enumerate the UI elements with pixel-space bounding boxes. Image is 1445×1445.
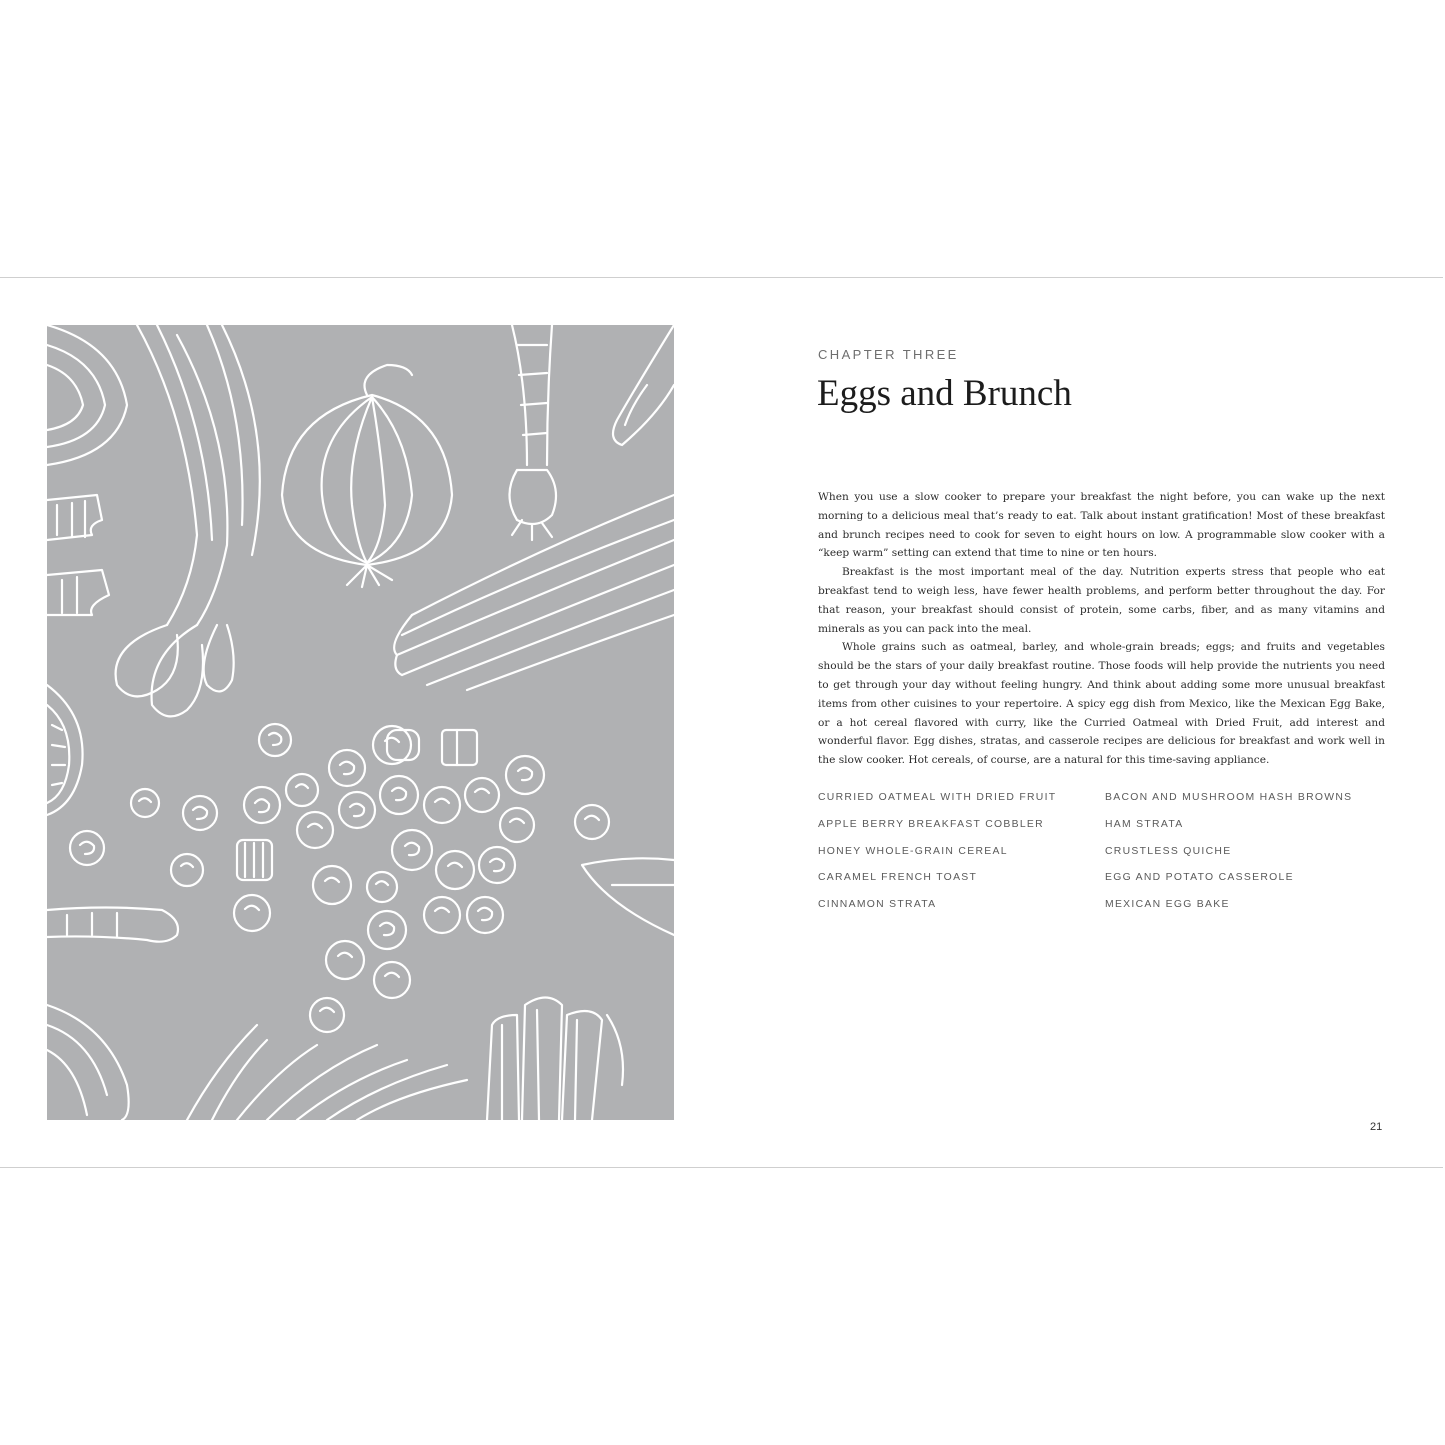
onion-icon <box>282 365 452 587</box>
chapter-title: Eggs and Brunch <box>817 373 1072 414</box>
vegetable-rounds-icon <box>70 724 609 1032</box>
onion-half-icon <box>47 1005 129 1120</box>
intro-paragraph: Whole grains such as oatmeal, barley, and whole-grain breads; eggs; and fruits and vegetables should be the stars of your daily breakfast routine. Those foods will help provide the nutrients you need to get through your day without feeling hungry. And think about adding some more unusual breakfast items from other cuisines to your repertoire. A spicy egg dish from Mexico, like the Mexican Egg Bake, or a hot cereal flavored with curry, like the Curried Oatmeal with Dried Fruit, add interest and wonderful flavor. Egg dishes, stratas, and casserole recipes are delicious for breakfast and work well in the slow cooker. Hot cereals, of course, are a natural for this time-saving appliance. <box>818 641 1385 767</box>
recipe-list-right <box>1105 790 1352 924</box>
recipe-item: HAM STRATA <box>1105 818 1184 830</box>
recipe-item: MEXICAN EGG BAKE <box>1105 899 1230 911</box>
celery-icon <box>47 495 109 615</box>
recipe-item: EGG AND POTATO CASSEROLE <box>1105 872 1294 884</box>
recipe-item: CURRIED OATMEAL WITH DRIED FRUIT <box>818 792 1057 803</box>
green-onion-icon <box>116 325 260 716</box>
vegetable-illustration <box>47 325 674 1120</box>
onion-partial-icon <box>47 325 127 465</box>
chapter-label: CHAPTER THREE <box>818 347 959 362</box>
recipe-item: CINNAMON STRATA <box>818 899 937 911</box>
carrot-icon <box>47 908 178 942</box>
recipe-item: HONEY WHOLE-GRAIN CEREAL <box>818 845 1008 857</box>
page-number: 21 <box>1370 1121 1383 1133</box>
intro-paragraph: Breakfast is the most important meal of the day. Nutrition experts stress that people who eat breakfast tend to weigh less, have fewer health problems, and perform better throughout the day. For that reason, your breakfast should consist of protein, some carbs, fiber, and as many vitamins and minerals as you can pack into the meal. <box>818 566 1385 635</box>
chapter-intro <box>818 488 1385 770</box>
tomato-slice-icon <box>47 685 83 815</box>
recipe-item: APPLE BERRY BREAKFAST COBBLER <box>818 818 1044 830</box>
scallion-icon <box>510 325 557 540</box>
recipe-item: CRUSTLESS QUICHE <box>1105 845 1232 857</box>
recipe-item: BACON AND MUSHROOM HASH BROWNS <box>1105 792 1353 803</box>
recipe-item: CARAMEL FRENCH TOAST <box>818 872 978 884</box>
recipe-list-left <box>818 790 1056 924</box>
leek-bunch-icon <box>487 998 623 1121</box>
pepper-icon <box>582 858 674 935</box>
intro-paragraph: When you use a slow cooker to prepare your breakfast the night before, you can wake up the next morning to a delicious meal that’s ready to eat. Talk about instant gratification! Most of these breakfast and brunch recipes need to cook for seven to eight hours on low. A programmable slow cooker with a “keep warm” setting can extend that time to nine or ten hours. <box>818 491 1385 560</box>
chili-icon <box>613 325 674 445</box>
herb-stems-icon <box>187 1025 467 1120</box>
